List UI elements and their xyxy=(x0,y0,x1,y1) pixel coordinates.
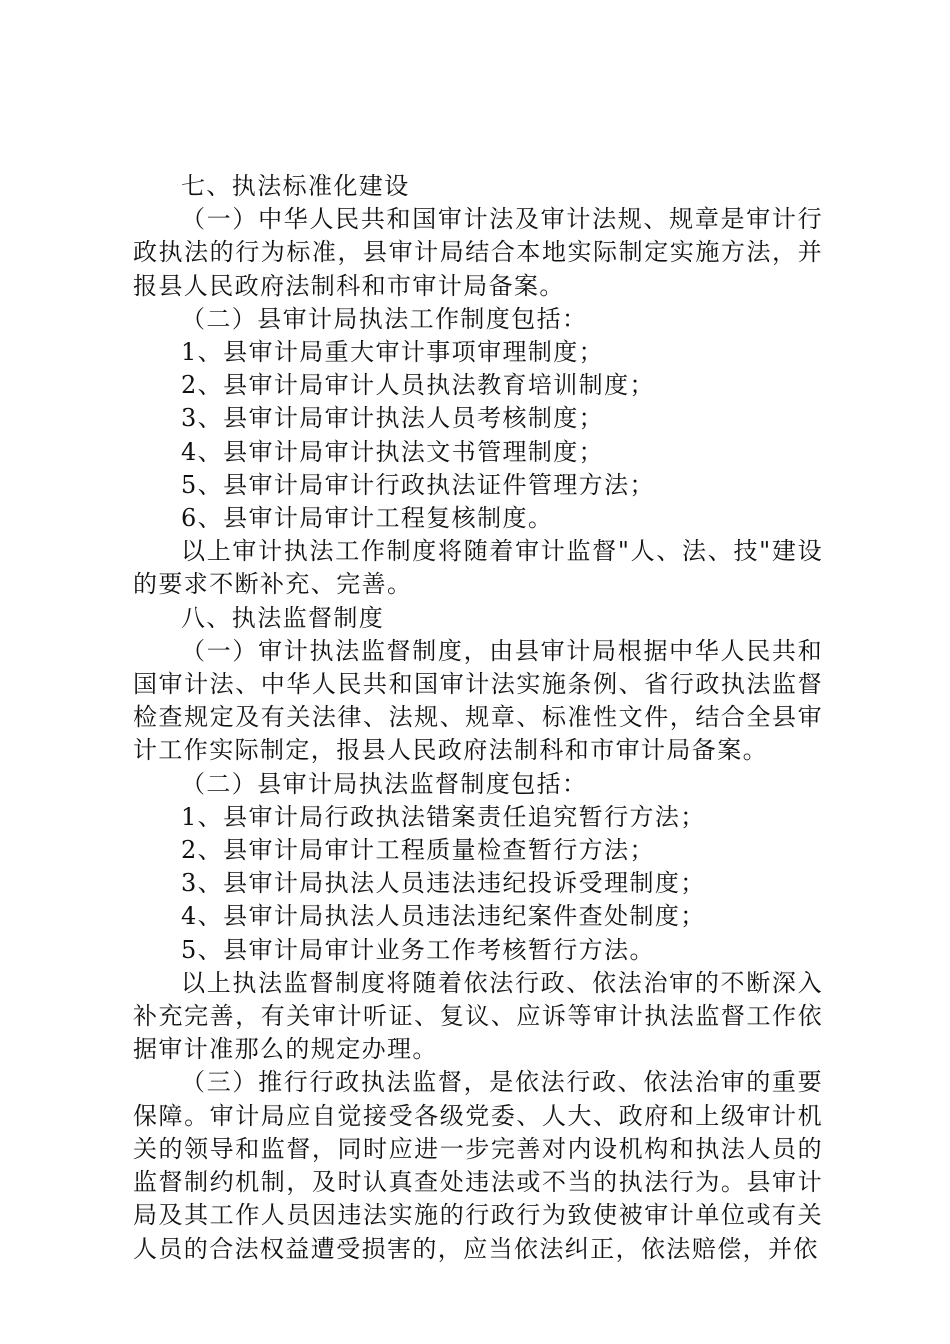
paragraph-work-system-intro: （二）县审计局执法工作制度包括： xyxy=(181,304,588,333)
paragraph-supervision-basis: （一）审计执法监督制度，由县审计局根据中华人民共和国审计法、中华人民共和国审计法实施条例、省行政执法监督检查规定及有关法律、法规、规章、标准性文件，结合全县审计工作实际制定，报县人民政府法制科和市审计局备案。 xyxy=(133,636,823,765)
list-item: 5、县审计局审计行政执法证件管理方法； xyxy=(181,470,655,499)
paragraph-standard-basis: （一）中华人民共和国审计法及审计法规、规章是审计行政执法的行为标准，县审计局结合本地实际制定实施方法，并报县人民政府法制科和市审计局备案。 xyxy=(133,205,823,300)
list-item: 2、县审计局审计工程质量检查暂行方法； xyxy=(181,836,655,865)
section-heading-seven: 七、执法标准化建设 xyxy=(181,172,410,200)
list-item: 2、县审计局审计人员执法教育培训制度； xyxy=(181,371,655,400)
list-item: 3、县审计局执法人员违法违纪投诉受理制度； xyxy=(181,869,706,898)
list-item: 6、县审计局审计工程复核制度。 xyxy=(181,504,554,533)
section-heading-eight: 八、执法监督制度 xyxy=(181,603,385,632)
list-item: 3、县审计局审计执法人员考核制度； xyxy=(181,404,605,433)
list-item: 1、县审计局行政执法错案责任追究暂行方法； xyxy=(181,802,706,831)
paragraph-supervision-guarantee: （三）推行行政执法监督，是依法行政、依法治审的重要保障。审计局应自觉接受各级党委、人大、政府和上级审计机关的领导和监督，同时应进一步完善对内设机构和执法人员的监督制约机制，及时认真查处违法或不当的执法行为。县审计局及其工作人员因违法实施的行政行为致使被审计单位或有关人员的合法权益遭受损害的，应当依法纠正，依法赔偿，并依 xyxy=(133,1068,823,1263)
document-body xyxy=(133,170,823,1266)
paragraph-work-system-summary: 以上审计执法工作制度将随着审计监督"人、法、技"建设的要求不断补充、完善。 xyxy=(133,537,823,599)
paragraph-supervision-system-intro: （二）县审计局执法监督制度包括： xyxy=(181,769,588,798)
list-item: 4、县审计局审计执法文书管理制度； xyxy=(181,437,605,466)
paragraph-supervision-summary: 以上执法监督制度将随着依法行政、依法治审的不断深入补充完善，有关审计听证、复议、应诉等审计执法监督工作依据审计准那么的规定办理。 xyxy=(133,968,823,1064)
list-item: 5、县审计局审计业务工作考核暂行方法。 xyxy=(181,935,655,964)
list-item: 1、县审计局重大审计事项审理制度； xyxy=(181,338,605,367)
list-item: 4、县审计局执法人员违法违纪案件查处制度； xyxy=(181,902,706,931)
